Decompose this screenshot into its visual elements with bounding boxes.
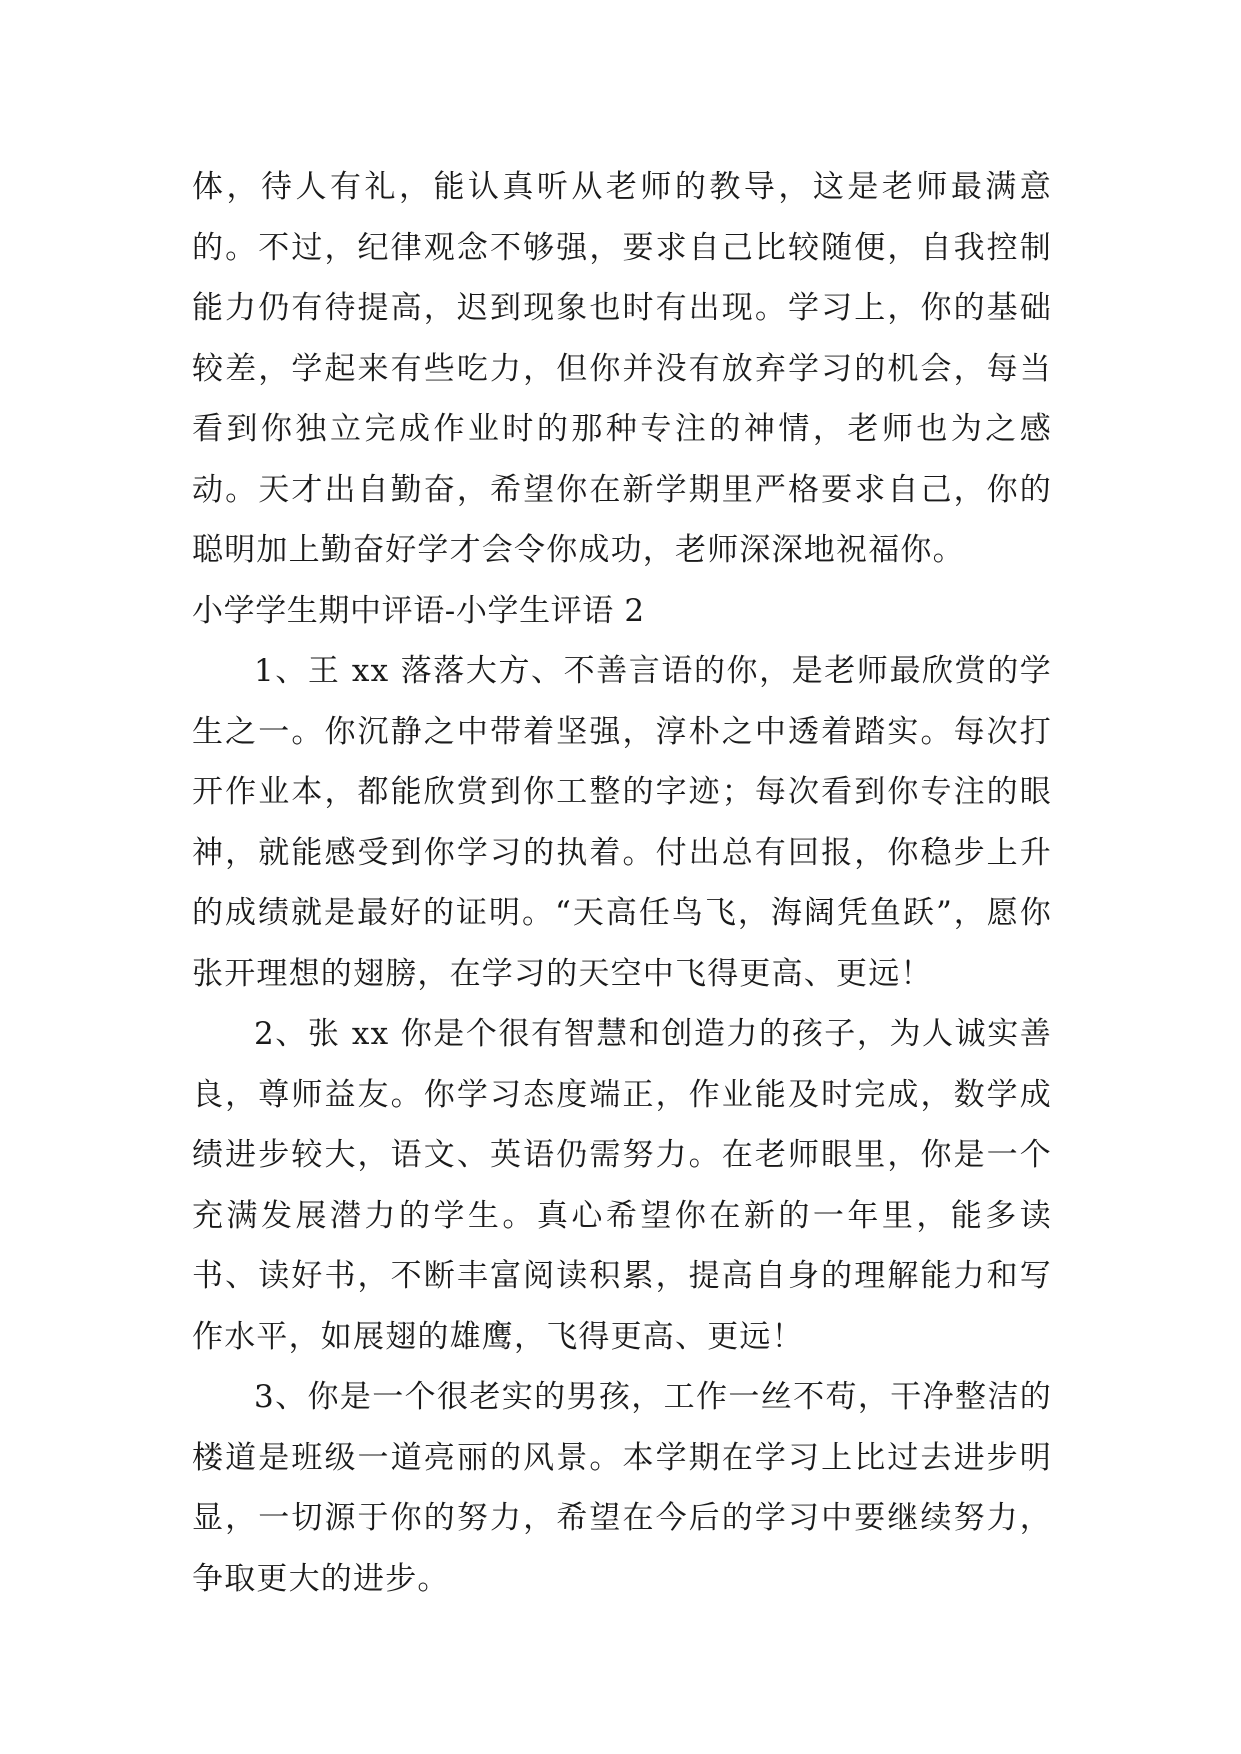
paragraph-continued: 体，待人有礼，能认真听从老师的教导，这是老师最满意的。不过，纪律观念不够强，要求自己比较随便，自我控制能力仍有待提高，迟到现象也时有出现。学习上，你的基础较差，学起来有些吃力，但你并没有放弃学习的机会，每当看到你独立完成作业时的那种专注的神情，老师也为之感动。天才出自勤奋，希望你在新学期里严格要求自己，你的聪明加上勤奋好学才会令你成功，老师深深地祝福你。 xyxy=(192,169,1052,568)
document-body xyxy=(192,157,1052,1609)
section-heading: 小学学生期中评语-小学生评语 2 xyxy=(192,592,645,629)
paragraph-comment-3: 3、你是一个很老实的男孩，工作一丝不苟，干净整洁的楼道是班级一道亮丽的风景。本学期在学习上比过去进步明显，一切源于你的努力，希望在今后的学习中要继续努力，争取更大的进步。 xyxy=(192,1379,1052,1597)
paragraph-comment-1: 1、王 xx 落落大方、不善言语的你，是老师最欣赏的学生之一。你沉静之中带着坚强，淳朴之中透着踏实。每次打开作业本，都能欣赏到你工整的字迹；每次看到你专注的眼神，就能感受到你学习的执着。付出总有回报，你稳步上升的成绩就是最好的证明。“天高任鸟飞，海阔凭鱼跃”，愿你张开理想的翅膀，在学习的天空中飞得更高、更远！ xyxy=(192,653,1052,992)
paragraph-comment-2: 2、张 xx 你是个很有智慧和创造力的孩子，为人诚实善良，尊师益友。你学习态度端正，作业能及时完成，数学成绩进步较大，语文、英语仍需努力。在老师眼里，你是一个充满发展潜力的学生。真心希望你在新的一年里，能多读书、读好书，不断丰富阅读积累，提高自身的理解能力和写作水平，如展翅的雄鹰，飞得更高、更远！ xyxy=(192,1016,1052,1355)
